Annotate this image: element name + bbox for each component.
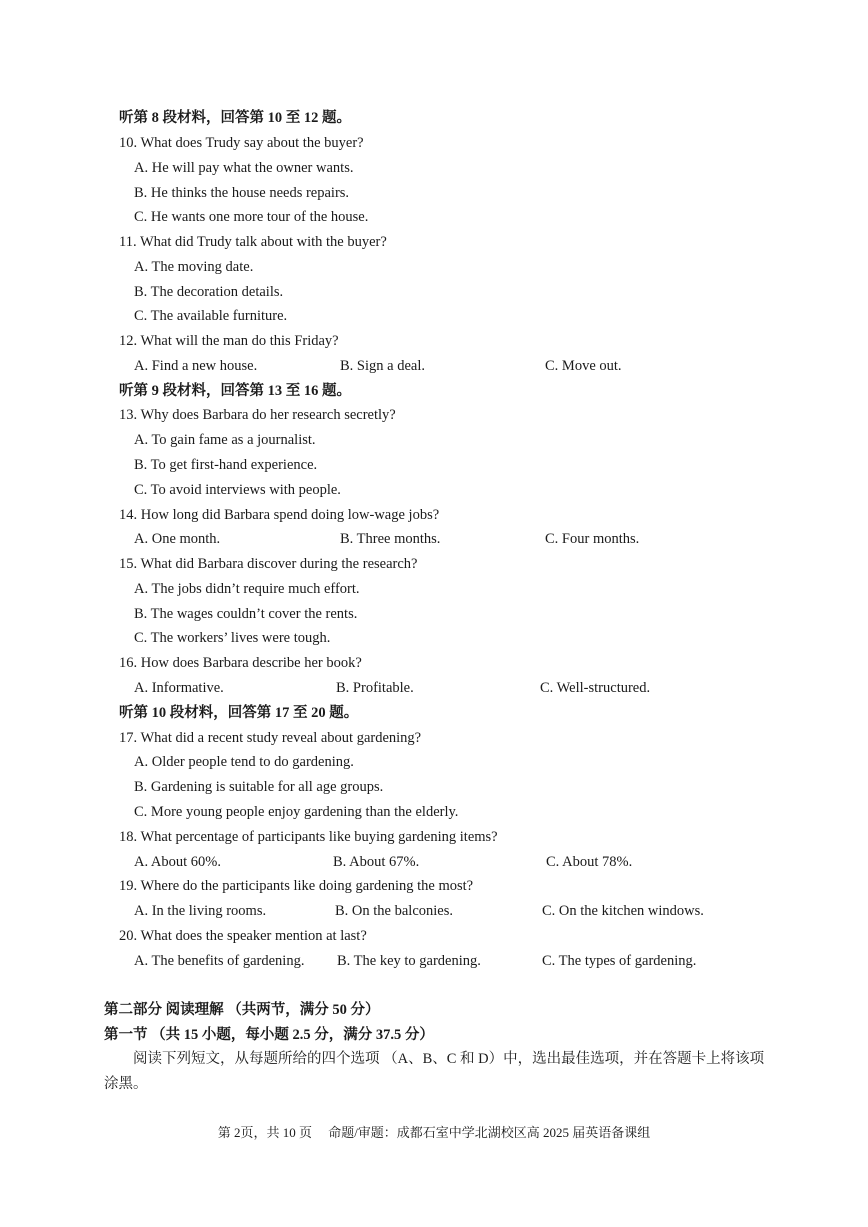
q10-option-c: C. He wants one more tour of the house. <box>134 209 369 225</box>
section-8-heading: 听第 8 段材料，回答第 10 至 12 题。 <box>119 110 351 126</box>
q17-option-b: B. Gardening is suitable for all age groups. <box>134 779 384 795</box>
q18-option-a: A. About 60%. <box>134 854 221 870</box>
q14-option-c: C. Four months. <box>545 531 640 547</box>
q11-option-b: B. The decoration details. <box>134 284 284 300</box>
q11-option-c: C. The available furniture. <box>134 308 288 324</box>
q12-option-a: A. Find a new house. <box>134 358 258 374</box>
q10-option-a: A. He will pay what the owner wants. <box>134 160 354 176</box>
q15-option-a: A. The jobs didn’t require much effort. <box>134 581 360 597</box>
q13-option-c: C. To avoid interviews with people. <box>134 482 341 498</box>
question-15: 15. What did Barbara discover during the research? <box>119 556 418 572</box>
q14-option-a: A. One month. <box>134 531 221 547</box>
part2-title: 第二部分 阅读理解 （共两节，满分 50 分） <box>104 1002 380 1018</box>
question-18: 18. What percentage of participants like buying gardening items? <box>119 829 498 845</box>
q20-option-a: A. The benefits of gardening. <box>134 953 305 969</box>
question-13: 13. Why does Barbara do her research secretly? <box>119 407 396 423</box>
q13-option-b: B. To get first-hand experience. <box>134 457 318 473</box>
q16-option-c: C. Well-structured. <box>540 680 651 696</box>
question-10: 10. What does Trudy say about the buyer? <box>119 135 364 151</box>
q14-option-b: B. Three months. <box>340 531 441 547</box>
question-19: 19. Where do the participants like doing gardening the most? <box>119 878 474 894</box>
section-10-heading: 听第 10 段材料，回答第 17 至 20 题。 <box>119 705 359 721</box>
question-20: 20. What does the speaker mention at last? <box>119 928 367 944</box>
page-footer: 第 2页，共 10 页 命题/审题：成都石室中学北湖校区高 2025 届英语备课组 <box>217 1125 651 1140</box>
q18-option-c: C. About 78%. <box>546 854 633 870</box>
q17-option-c: C. More young people enjoy gardening than the elderly. <box>134 804 459 820</box>
q11-option-a: A. The moving date. <box>134 259 254 275</box>
question-16: 16. How does Barbara describe her book? <box>119 655 362 671</box>
q19-option-a: A. In the living rooms. <box>134 903 267 919</box>
q15-option-b: B. The wages couldn’t cover the rents. <box>134 606 358 622</box>
q12-option-c: C. Move out. <box>545 358 622 374</box>
question-11: 11. What did Trudy talk about with the buyer? <box>119 234 387 250</box>
question-12: 12. What will the man do this Friday? <box>119 333 339 349</box>
q17-option-a: A. Older people tend to do gardening. <box>134 754 354 770</box>
q16-option-a: A. Informative. <box>134 680 224 696</box>
section-9-heading: 听第 9 段材料，回答第 13 至 16 题。 <box>119 383 351 399</box>
part2-section1: 第一节 （共 15 小题，每小题 2.5 分，满分 37.5 分） <box>104 1027 434 1043</box>
q13-option-a: A. To gain fame as a journalist. <box>134 432 316 448</box>
q16-option-b: B. Profitable. <box>336 680 414 696</box>
q15-option-c: C. The workers’ lives were tough. <box>134 630 331 646</box>
q10-option-b: B. He thinks the house needs repairs. <box>134 185 350 201</box>
q12-option-b: B. Sign a deal. <box>340 358 425 374</box>
part2-instruction: 阅读下列短文，从每题所给的四个选项 （A、B、C 和 D）中，选出最佳选项，并在答题卡上将该项涂黑。 <box>104 1051 765 1092</box>
q20-option-c: C. The types of gardening. <box>542 953 697 969</box>
q18-option-b: B. About 67%. <box>333 854 420 870</box>
question-14: 14. How long did Barbara spend doing low-wage jobs? <box>119 507 440 523</box>
question-17: 17. What did a recent study reveal about gardening? <box>119 730 422 746</box>
q19-option-c: C. On the kitchen windows. <box>542 903 704 919</box>
q19-option-b: B. On the balconies. <box>335 903 453 919</box>
q20-option-b: B. The key to gardening. <box>337 953 481 969</box>
